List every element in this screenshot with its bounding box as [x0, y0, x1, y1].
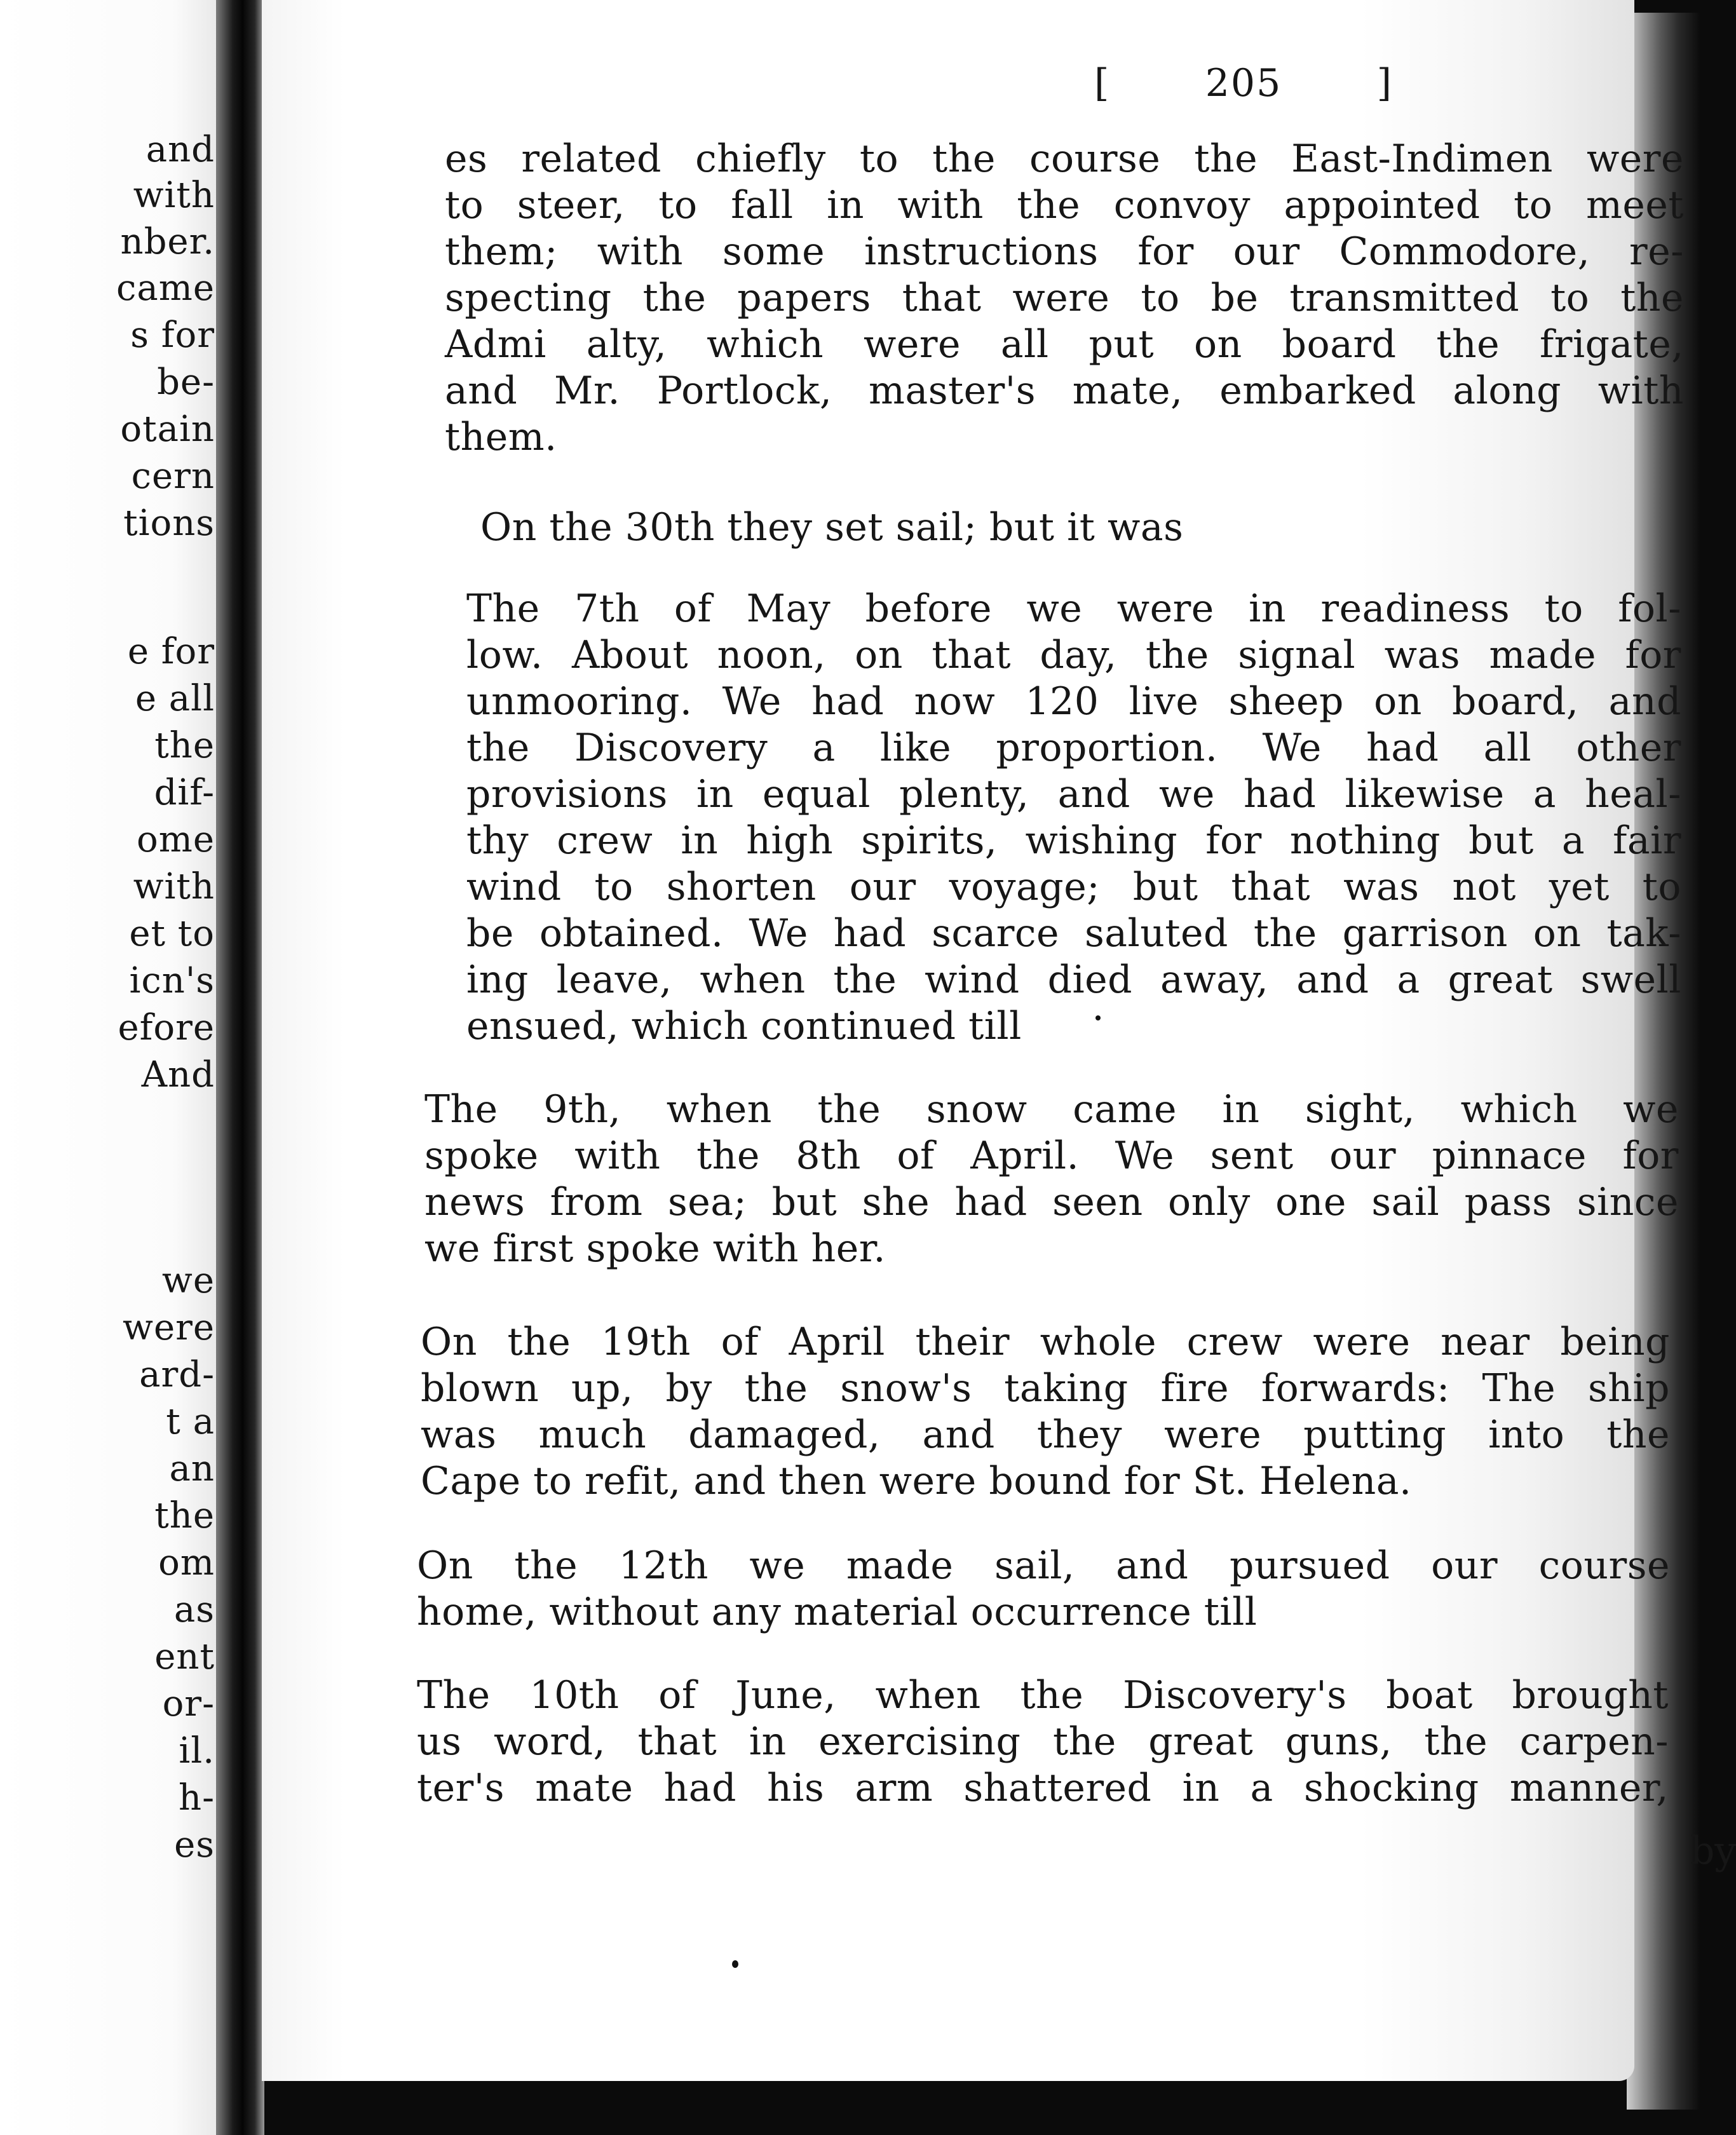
facing-page-fragment: es [174, 1824, 215, 1866]
facing-page-fragment: with [133, 175, 215, 216]
page-number: 205 [1205, 61, 1282, 105]
facing-page-fragment: ent [154, 1636, 215, 1678]
facing-page-fragment: h- [179, 1777, 215, 1819]
text-line: us word, that in exercising the great guns, the carpen- [417, 1719, 1669, 1764]
facing-page-fragment: dif- [154, 772, 215, 813]
bracket-close: ] [1376, 61, 1393, 105]
paragraph [417, 1672, 1669, 1812]
facing-page-fragment: came [116, 268, 215, 309]
page [262, 0, 1736, 2081]
facing-page-fragment: as [173, 1589, 215, 1630]
facing-page-left [0, 0, 216, 2135]
text-line: be obtained. We had scarce saluted the garrison on tak- [466, 911, 1681, 956]
text-line: news from sea; but she had seen only one sail pass since [424, 1180, 1679, 1224]
text-line: home, without any material occurrence till [417, 1590, 1258, 1634]
text-line: ensued, which continued till [466, 1004, 1022, 1048]
text-line: specting the papers that were to be transmitted to the [445, 276, 1684, 320]
text-line: ing leave, when the wind died away, and a great swell [466, 958, 1681, 1002]
paragraph [445, 136, 1684, 461]
text-line: The 10th of June, when the Discovery's boat brought [417, 1673, 1669, 1718]
facing-page-fragment: efore [118, 1007, 215, 1048]
facing-page-fragment: om [158, 1542, 215, 1583]
text-line: was much damaged, and they were putting into the [421, 1413, 1670, 1457]
text-line: Admi alty, which were all put on board the frigate, [445, 322, 1684, 367]
facing-page-fragment: the [154, 1495, 215, 1536]
text-line: The 7th of May before we were in readiness to fol- [466, 586, 1681, 631]
text-line: On the 30th they set sail; but it was [480, 505, 1184, 550]
text-line: On the 19th of April their whole crew were near being [421, 1320, 1670, 1364]
text-line: The 9th, when the snow came in sight, which we [424, 1087, 1679, 1132]
facing-page-fragment: t a [166, 1401, 215, 1442]
facing-page-fragment: we [161, 1260, 215, 1301]
ink-speck [732, 1960, 738, 1968]
ink-speck [1095, 1015, 1101, 1020]
paragraph [421, 1319, 1670, 1505]
text-line: Cape to refit, and then were bound for St. Helena. [421, 1459, 1412, 1503]
text-line: the Discovery a like proportion. We had all other [466, 726, 1681, 770]
facing-page-fragment: icn's [129, 960, 215, 1001]
bracket-open: [ [1094, 61, 1111, 105]
facing-page-fragment: il. [179, 1730, 215, 1772]
text-line: wind to shorten our voyage; but that was not yet to [466, 865, 1681, 909]
facing-page-fragment: the [154, 725, 215, 766]
text-line: them. [445, 415, 557, 459]
facing-page-fragment: an [169, 1448, 215, 1489]
text-line: low. About noon, on that day, the signal was made for [466, 633, 1681, 677]
facing-page-fragment: And [141, 1054, 215, 1095]
facing-page-fragment: e all [135, 678, 215, 719]
text-line: ter's mate had his arm shattered in a shocking manner, [417, 1766, 1669, 1810]
text-line: we first spoke with her. [424, 1226, 886, 1271]
text-line: On the 12th we made sail, and pursued our course [417, 1543, 1670, 1588]
facing-page-fragment: ome [137, 819, 215, 860]
text-line: es related chiefly to the course the East-Indimen were [445, 137, 1684, 181]
facing-page-fragment: nber. [120, 221, 215, 262]
paragraph [417, 1543, 1670, 1636]
facing-page-fragment: s for [130, 315, 215, 356]
text-line: thy crew in high spirits, wishing for nothing but a fair [466, 818, 1681, 863]
facing-page-fragment: cern [131, 456, 215, 497]
facing-page-fragment: be- [157, 362, 215, 403]
text-line: and Mr. Portlock, master's mate, embarked along with [445, 369, 1684, 413]
paragraph [480, 505, 1256, 551]
facing-page-fragment: were [123, 1307, 215, 1348]
book-gutter [216, 0, 264, 2135]
paragraph [424, 1087, 1679, 1272]
facing-page-fragment: with [133, 866, 215, 907]
text-line: them; with some instructions for our Commodore, re- [445, 229, 1684, 274]
text-line: to steer, to fall in with the convoy appointed to meet [445, 183, 1684, 227]
text-line: spoke with the 8th of April. We sent our pinnace for [424, 1134, 1679, 1178]
text-line: blown up, by the snow's taking fire forwards: The ship [421, 1366, 1670, 1411]
facing-page-fragment: otain [120, 409, 215, 450]
text-line: provisions in equal plenty, and we had likewise a heal- [466, 772, 1681, 817]
page-header [1094, 61, 1393, 105]
facing-page-fragment: e for [127, 631, 215, 672]
facing-page-fragment: or- [162, 1683, 215, 1725]
catchword: by [1690, 1829, 1736, 1873]
facing-page-fragment: and [146, 129, 215, 170]
paragraph [466, 586, 1681, 1050]
facing-page-fragment: ard- [139, 1354, 215, 1395]
facing-page-fragment: tions [123, 503, 215, 544]
facing-page-fragment: et to [129, 913, 215, 954]
text-line: unmooring. We had now 120 live sheep on board, and [466, 679, 1681, 724]
